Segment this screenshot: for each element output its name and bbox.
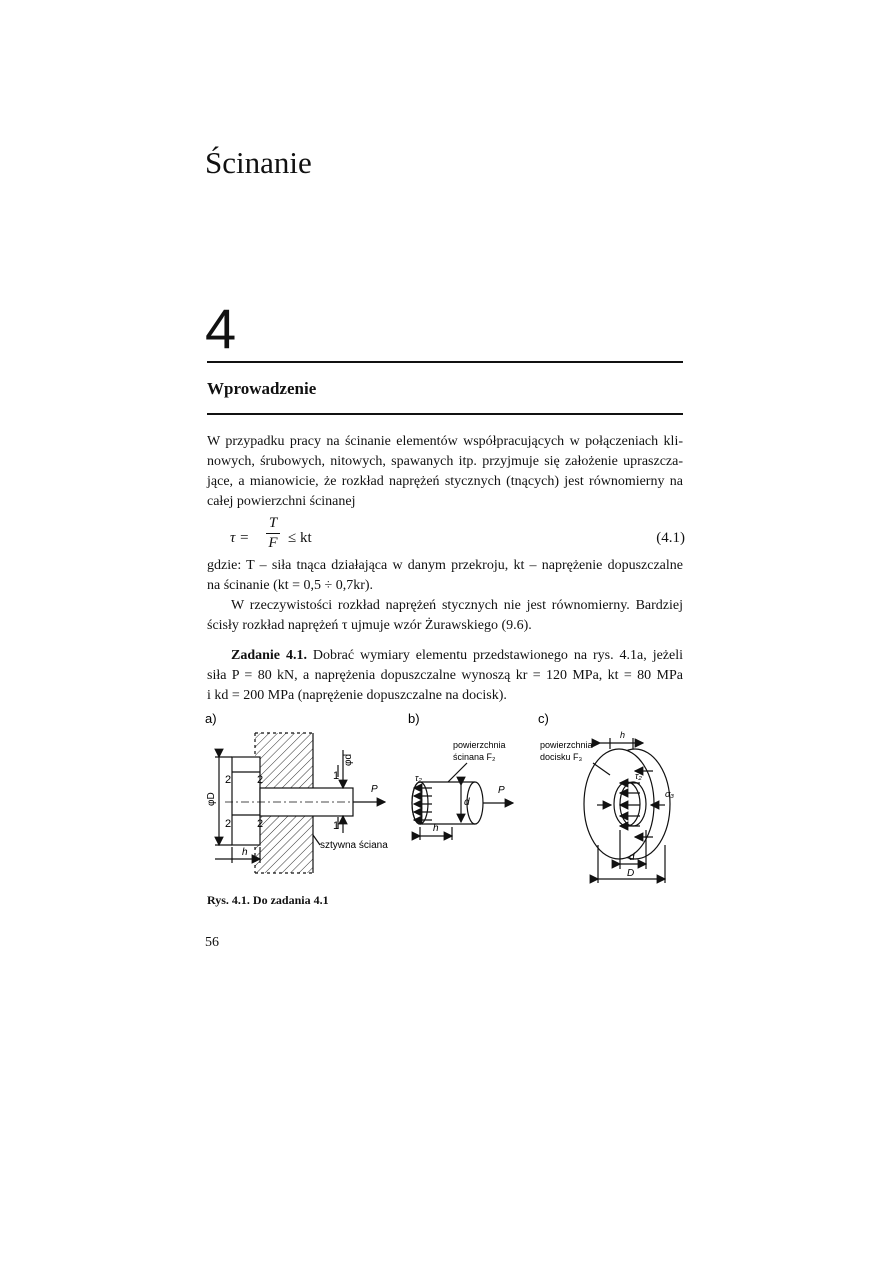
text-line: i kd = 200 MPa (naprężenie dopuszczalne na docisk). [207, 688, 507, 703]
panel-c-d-label: d [629, 852, 635, 863]
panel-c-surface-label-2: docisku F₃ [540, 752, 583, 762]
text-line [207, 646, 683, 666]
panel-c-D-label: D [627, 868, 635, 879]
where-paragraph [207, 556, 683, 596]
section-title: Wprowadzenie [207, 379, 317, 398]
dim-h-label: h [242, 847, 248, 858]
section-2-inner-top-label: 2 [257, 774, 264, 786]
task-label: Zadanie 4.1. [231, 648, 307, 663]
panel-c-surface-label-1: powierzchnia [540, 740, 593, 750]
panel-c-sigma-label: σ₃ [665, 789, 674, 799]
text-line: na ścinanie (kt = 0,5 ÷ 0,7kr). [207, 578, 374, 593]
text-line: W rzeczywistości rozkład naprężeń stycznych nie jest równomierny. Bardziej [231, 598, 683, 613]
panel-b-surface-label-2: ścinana F₂ [453, 752, 496, 762]
section-1-top-label: 1 [333, 770, 340, 782]
formula-rhs: ≤ kt [288, 530, 312, 546]
panel-b-d-label: d [464, 797, 470, 808]
figure-caption: Rys. 4.1. Do zadania 4.1 [207, 893, 329, 907]
reality-paragraph [207, 596, 683, 636]
section-2-bottom-label: 2 [225, 818, 232, 830]
formula-lhs: τ = [230, 530, 250, 546]
panel-b-drawing [412, 763, 513, 840]
task-text: Dobrać wymiary elementu przedstawionego na rys. 4.1a, jeżeli [306, 648, 684, 663]
panel-b-P-label: P [498, 785, 505, 796]
panel-b-label: b) [408, 711, 420, 726]
formula-4-1 [230, 515, 685, 561]
panel-b-tau-label: τ₂ [415, 773, 422, 783]
text-line: całej powierzchni ścinanej [207, 494, 356, 509]
section-2-inner-bottom-label: 2 [257, 818, 264, 830]
panel-c-h-label: h [620, 730, 626, 740]
panel-b-surface-label-1: powierzchnia [453, 740, 506, 750]
text-line: W przypadku pracy na ścinanie elementów współpracujących w połączeniach kli- [207, 434, 683, 449]
text-line: siła P = 80 kN, a naprężenia dopuszczalne wynoszą kr = 120 MPa, kt = 80 MPa [207, 668, 683, 683]
panel-a-drawing [215, 733, 385, 873]
wall-label: sztywna ściana [320, 840, 388, 851]
top-rule [207, 361, 683, 363]
panel-a-label: a) [205, 711, 217, 726]
text-line: ścisły rozkład naprężeń τ ujmuje wzór Żurawskiego (9.6). [207, 618, 532, 633]
force-P-label: P [371, 784, 378, 795]
intro-paragraph [207, 432, 683, 512]
fraction-bar [266, 533, 280, 534]
panel-c-tau-label: τ₂ [635, 771, 642, 781]
formula-fraction [266, 515, 280, 552]
dim-D-label: φD [206, 792, 217, 806]
text-line: gdzie: T – siła tnąca działająca w danym przekroju, kt – naprężenie dopuszczalne [207, 558, 683, 573]
formula-denominator: F [268, 535, 278, 551]
formula-numerator: T [268, 515, 278, 531]
chapter-number: 4 [205, 297, 237, 360]
equation-number: (4.1) [656, 530, 685, 546]
panel-c-label: c) [538, 711, 549, 726]
panel-c-drawing [584, 738, 670, 883]
section-1-bottom-label: 1 [333, 820, 340, 832]
dim-d-label: φd [343, 753, 354, 766]
page-number: 56 [205, 935, 219, 950]
chapter-title: Ścinanie [205, 145, 312, 180]
section-2-top-label: 2 [225, 774, 232, 786]
bottom-rule [207, 413, 683, 415]
figure-4-1 [195, 705, 695, 890]
text-line: nowych, śrubowych, nitowych, spawanych itp. przyjmuje się założenie upraszcza- [207, 454, 683, 469]
text-line: jące, a mianowicie, że rozkład naprężeń stycznych (tnących) jest równomierny na [207, 474, 683, 489]
task-paragraph [207, 646, 683, 706]
panel-b-h-label: h [433, 823, 439, 834]
